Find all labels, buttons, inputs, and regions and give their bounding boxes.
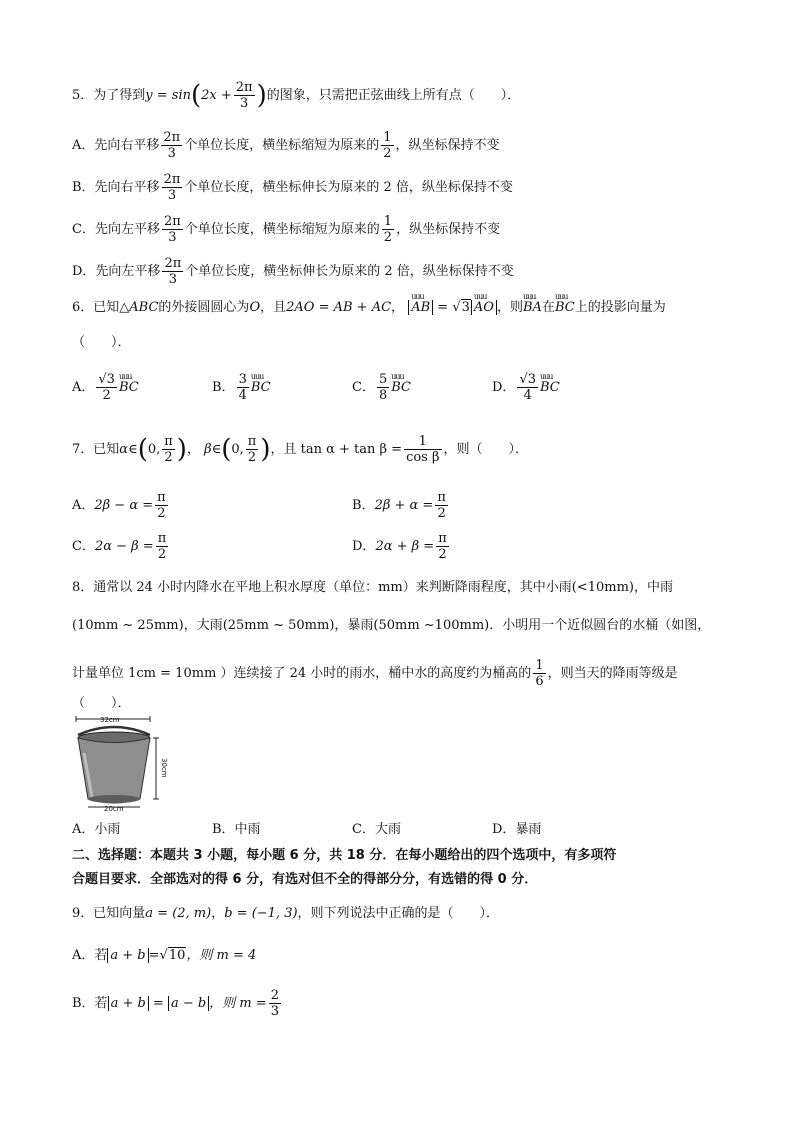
q9-option-b: B．若 a + b = a − b ，则 m = $\frac{2}{3}$ bbox=[72, 988, 279, 1019]
q9-option-a: A．若 a + b =√ 10，则 m = 4 bbox=[72, 946, 256, 966]
q7-stem: 7．已知α∈(0, $\frac{\pi}{2}$ )， β∈(0, $\frac{\pi}{2}$ )，且 tan α + tan β = $\frac{1}{\text{cos β}}$ ，则（ ）． bbox=[72, 434, 529, 465]
section2-heading-line1: 二、选择题：本题共 3 小题，每小题 6 分，共 18 分．在每小题给出的四个选项中，有多项符 bbox=[72, 848, 617, 863]
q7-option-d: D．2α + β = $\frac{\pi}{2}$ bbox=[352, 531, 447, 562]
q6-stem: 6．已知△ABC的外接圆圆心为O，且2AO = AB + AC， uuu AB = √ 3uuu AO ，则uuu BA在uuu BC上的投影向量为 bbox=[72, 298, 666, 318]
q5-option-a: A．先向右平移 $\frac{2\pi}{3}$ 个单位长度，横坐标缩短为原来的 $\frac{1}{2}$ ，纵坐标保持不变 bbox=[72, 130, 500, 161]
q5-frac-num: 2π bbox=[235, 80, 253, 95]
q5-inner: 2x + bbox=[201, 88, 232, 103]
q9-stem: 9．已知向量a = (2, m)，b = (−1, 3)，则下列说法中正确的是（ ）． bbox=[72, 906, 500, 921]
q6-option-a: A． $\frac{√3}{2}$ uuu BC bbox=[72, 372, 139, 403]
q5-stem-suffix: 的图象，只需把正弦曲线上所有点（ ）． bbox=[266, 88, 521, 103]
q8-option-d: D．暴雨 bbox=[492, 822, 542, 837]
q6-option-c: C． $\frac{5}{8}$ uuu BC bbox=[352, 372, 411, 403]
q6-answer-paren: （ ）． bbox=[72, 335, 131, 350]
q8-line2: (10mm ~ 25mm)，大雨(25mm ~ 50mm)，暴雨(50mm ~100mm)．小明用一个近似圆台的水桶（如图， bbox=[72, 618, 711, 633]
q5-frac-den: 3 bbox=[240, 96, 249, 111]
bucket-figure bbox=[70, 713, 170, 813]
bucket-top-label: 32cm bbox=[100, 716, 120, 724]
q6-option-d: D． $\frac{√3}{4}$ uuu BC bbox=[492, 372, 560, 403]
q5-stem: 5．为了得到y = sin(2x + $\frac{2\pi}{3}$ )的图象，只需把正弦曲线上所有点（ ）． bbox=[72, 80, 521, 111]
q8-line1: 8．通常以 24 小时内降水在平地上积水厚度（单位：mm）来判断降雨程度，其中小雨(<10mm)，中雨 bbox=[72, 580, 673, 595]
q5-option-c: C．先向左平移 $\frac{2\pi}{3}$ 个单位长度，横坐标缩短为原来的 $\frac{1}{2}$ ，纵坐标保持不变 bbox=[72, 214, 501, 245]
bucket-bottom-label: 20cm bbox=[104, 805, 124, 813]
section2-heading-line2: 合题目要求．全部选对的得 6 分，有选对但不全的得部分分，有选错的得 0 分． bbox=[72, 872, 538, 887]
q9-vector-b: b = (−1, 3) bbox=[224, 906, 298, 921]
q8-answer-paren: （ ）． bbox=[72, 696, 131, 711]
q7-option-a: A．2β − α = $\frac{\pi}{2}$ bbox=[72, 490, 166, 521]
bucket-side-label: 30cm bbox=[160, 758, 168, 778]
q8-option-a: A．小雨 bbox=[72, 822, 121, 837]
q5-function: y = sin bbox=[145, 88, 191, 103]
q8-option-b: B．中雨 bbox=[212, 822, 261, 837]
q7-option-b: B．2β + α = $\frac{\pi}{2}$ bbox=[352, 490, 446, 521]
q5-option-b: B．先向右平移 $\frac{2\pi}{3}$ 个单位长度，横坐标伸长为原来的 2 倍，纵坐标保持不变 bbox=[72, 172, 513, 203]
q5-stem-prefix: 5．为了得到 bbox=[72, 88, 146, 103]
q6-vector-equation: 2AO = AB + AC bbox=[286, 300, 392, 315]
q8-line3: 计量单位 1cm = 10mm ）连续接了 24 小时的雨水，桶中水的高度约为桶高的 $\frac{1}{6}$ ，则当天的降雨等级是 bbox=[72, 658, 678, 689]
q7-option-c: C．2α − β = $\frac{\pi}{2}$ bbox=[72, 531, 167, 562]
q8-option-c: C．大雨 bbox=[352, 822, 401, 837]
q6-option-b: B． $\frac{3}{4}$ uuu BC bbox=[212, 372, 271, 403]
q5-option-d: D．先向左平移 $\frac{2\pi}{3}$ 个单位长度，横坐标伸长为原来的 2 倍，纵坐标保持不变 bbox=[72, 256, 514, 287]
q9-vector-a: a = (2, m) bbox=[145, 906, 212, 921]
